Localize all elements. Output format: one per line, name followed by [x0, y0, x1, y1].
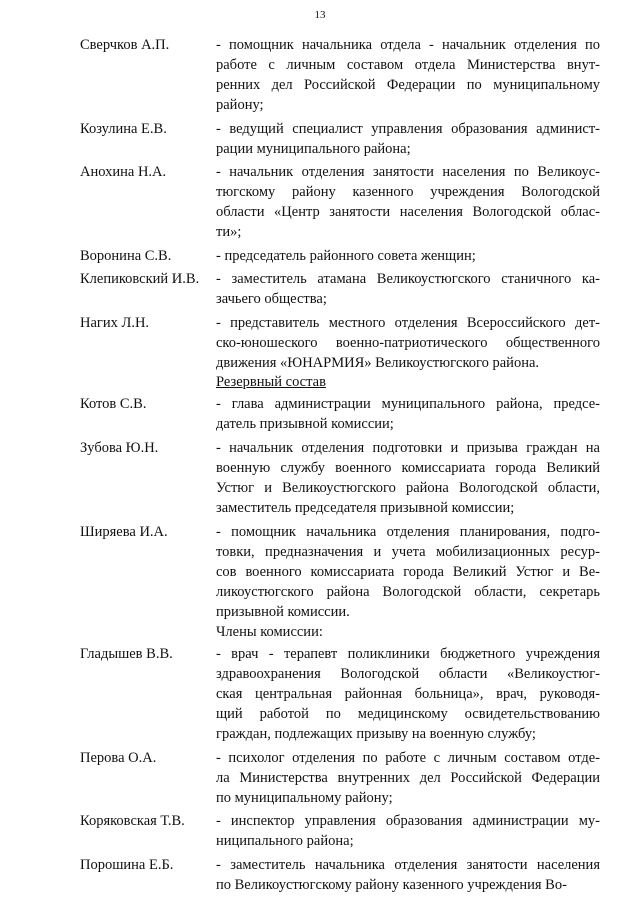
position-line: по Великоустюгскому району казенного учреждения Во- [216, 876, 567, 893]
position-line: - председатель районного совета женщин; [216, 248, 476, 264]
position-line: сов военного комиссариата города Великий Устюг и Ве- [216, 563, 600, 580]
position-line: здравоохранения Вологодской области «Великоустюг- [216, 665, 600, 682]
position-line: - начальник отделения подготовки и призыва граждан на [216, 439, 600, 456]
position-line: - помощник начальника отдела - начальник отделения по [216, 37, 600, 53]
member-name: Гладышев В.В. [80, 645, 173, 662]
member-position [216, 855, 600, 895]
position-line: ла Министерства внутренних дел Российской Федерации [216, 769, 600, 786]
position-line: зачьего общества; [216, 291, 327, 308]
position-line: движения «ЮНАРМИЯ» Великоустюгского района. [216, 354, 540, 371]
position-line: тюгскому району казенного учреждения Вологодской [216, 184, 600, 201]
position-line: щий работой по медицинскому освидетельствованию [216, 705, 600, 722]
member-name: Сверчков А.П. [80, 37, 170, 53]
member-name: Козулина Е.В. [80, 120, 167, 137]
position-line: по муниципальному району; [216, 789, 393, 806]
position-line: ско-юношеского военно-патриотического общественного [216, 334, 600, 351]
position-line: - помощник начальника отделения планирования, подго- [216, 523, 600, 540]
member-position [216, 269, 600, 309]
member-name: Ширяева И.А. [80, 523, 168, 540]
member-name: Порошина Е.Б. [80, 856, 174, 873]
position-line: - врач - терапевт поликлиники бюджетного учреждения [216, 645, 600, 662]
position-line: граждан, подлежащих призыву на военную службу; [216, 725, 536, 742]
position-line: - психолог отделения по работе с личным составом отде- [216, 749, 600, 766]
member-position [216, 35, 600, 115]
member-name: Анохина Н.А. [80, 164, 167, 181]
position-line: области «Центр занятости населения Вологодской облас- [216, 204, 600, 221]
position-line: работе с личным составом отдела Министерства внут- [216, 57, 600, 73]
position-line: ти»; [216, 224, 242, 241]
position-line: ская центральная районная больница», врач, руководя- [216, 685, 600, 702]
member-name: Перова О.А. [80, 749, 157, 766]
members-heading: Члены комиссии: [216, 623, 323, 640]
position-line: - начальник отделения занятости населения по Великоус- [216, 164, 600, 181]
position-line: ренних дел Российской Федерации по муниципальному [216, 77, 600, 93]
page-number: 13 [314, 9, 326, 21]
position-line: району; [216, 97, 264, 113]
position-line: - представитель местного отделения Всероссийского дет- [216, 314, 600, 331]
member-name: Клепиковский И.В. [80, 271, 200, 288]
member-name: Зубова Ю.Н. [80, 439, 159, 456]
position-line: Устюг и Великоустюгского района Вологодской области, [216, 479, 600, 496]
position-line: - ведущий специалист управления образования админист- [216, 120, 600, 137]
position-line: - инспектор управления образования администрации му- [216, 813, 600, 830]
position-line: товки, предназначения и учета мобилизационных ресур- [216, 543, 600, 560]
member-name: Нагих Л.Н. [80, 314, 150, 331]
member-position [216, 748, 600, 808]
position-line: датель призывной комиссии; [216, 416, 394, 433]
position-line: военную службу военного комиссариата города Великий [216, 459, 600, 476]
position-line: ниципального района; [216, 833, 354, 850]
member-position [216, 522, 600, 622]
member-position [216, 313, 600, 373]
position-line: - глава администрации муниципального района, предсе- [216, 396, 600, 413]
member-position [216, 162, 600, 242]
member-position [216, 119, 600, 159]
position-line: заместитель председателя призывной комиссии; [216, 499, 515, 516]
position-line: - заместитель начальника отделения занятости населения [216, 856, 600, 873]
member-position [216, 811, 600, 851]
member-name: Котов С.В. [80, 396, 147, 413]
member-position [216, 246, 600, 266]
position-line: ликоустюгского района Вологодской области, секретарь [216, 583, 600, 600]
position-line: - заместитель атамана Великоустюгского станичного ка- [216, 271, 600, 288]
position-line: призывной комиссии. [216, 603, 350, 620]
member-position [216, 438, 600, 518]
member-position [216, 394, 600, 434]
member-position [216, 644, 600, 744]
member-name: Воронина С.В. [80, 248, 172, 264]
position-line: рации муниципального района; [216, 140, 411, 157]
reserve-heading: Резервный состав [216, 374, 326, 391]
member-name: Коряковская Т.В. [80, 813, 185, 830]
